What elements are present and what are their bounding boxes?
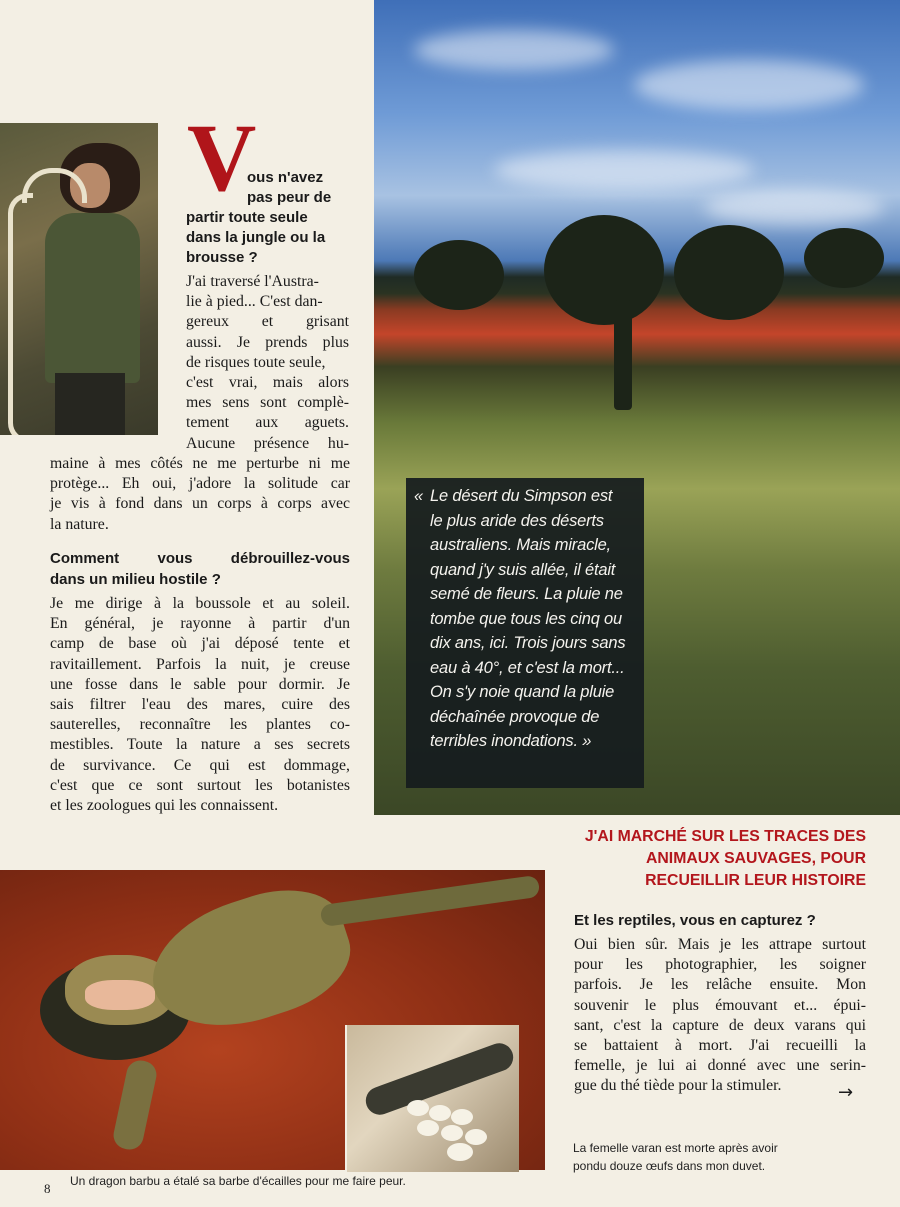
- trousers: [55, 373, 125, 435]
- text-line: c'est vrai, mais alors: [186, 374, 349, 392]
- egg: [447, 1143, 473, 1161]
- text-line: de risques toute seule,: [186, 353, 326, 371]
- egg: [407, 1100, 429, 1116]
- tree: [804, 228, 884, 288]
- quote-open-mark: «: [414, 487, 423, 505]
- text-line: je vis à fond dans un corps à corps avec: [50, 495, 350, 513]
- text-line: et les zoologues qui les connaissent.: [50, 797, 279, 815]
- cloud: [414, 30, 614, 70]
- text-line: une fosse dans le sable pour dormir. Je: [50, 675, 350, 693]
- snake: [8, 193, 33, 435]
- text-line: femelle, je lui ai donné avec une serin-: [574, 1057, 866, 1075]
- text-line: sauterelles, reconnaître les plantes co-: [50, 716, 350, 734]
- text-line: lie à pied... C'est dan-: [186, 293, 323, 311]
- question-3: Et les reptiles, vous en capturez ?: [574, 912, 816, 929]
- quote-line: semé de fleurs. La pluie ne: [430, 585, 623, 603]
- text-line: c'est que ce sont surtout les botanistes: [50, 776, 350, 794]
- question-1-line: partir toute seule: [186, 209, 308, 226]
- drop-cap: V: [187, 104, 257, 211]
- quote-line: eau à 40°, et c'est la mort...: [430, 658, 625, 677]
- text-line: de survivance. Ce qui est dommage,: [50, 756, 350, 774]
- text-line: tement aux aguets.: [186, 414, 349, 432]
- headline-line: J'AI MARCHÉ SUR LES TRACES DES: [584, 828, 866, 845]
- eggs-caption: [573, 1139, 778, 1175]
- answer-3: [574, 935, 866, 1097]
- text-line: gereux et grisant: [186, 313, 349, 331]
- answer-2: [50, 594, 350, 816]
- text-line: souvenir le plus émouvant et... épui-: [574, 996, 866, 1014]
- quote-line: australiens. Mais miracle,: [430, 536, 611, 554]
- egg: [465, 1129, 487, 1145]
- pull-quote: [406, 478, 644, 788]
- egg: [451, 1109, 473, 1125]
- text-line: pour les photographier, les soigner: [574, 956, 866, 974]
- cloud: [494, 150, 754, 190]
- quote-line: On s'y noie quand la pluie: [430, 683, 615, 701]
- shirt: [45, 213, 140, 383]
- page-number: 8: [44, 1181, 51, 1196]
- cloud: [634, 60, 864, 110]
- quote-line: Le désert du Simpson est: [430, 487, 613, 505]
- text-line: sais filtrer l'eau des mares, cuire des: [50, 696, 350, 714]
- quote-line: dix ans, ici. Trois jours sans: [430, 634, 626, 652]
- egg: [417, 1120, 439, 1136]
- dragon-mouth: [85, 980, 155, 1010]
- text-line: gue du thé tiède pour la stimuler.: [574, 1077, 782, 1095]
- caption-line: La femelle varan est morte après avoir: [573, 1141, 778, 1155]
- headline-line: RECUEILLIR LEUR HISTOIRE: [645, 872, 866, 889]
- text-line: J'ai traversé l'Austra-: [186, 273, 319, 290]
- question-1-line: brousse ?: [186, 249, 258, 266]
- answer-1-narrow: [186, 272, 349, 454]
- egg: [429, 1105, 451, 1121]
- quote-line: tombe que tous les cinq ou: [430, 609, 623, 628]
- text-line: Oui bien sûr. Mais je les attrape surtout: [574, 936, 866, 953]
- egg: [441, 1125, 463, 1141]
- text-line: En général, je rayonne à partir d'un: [50, 615, 350, 633]
- text-line: Comment vous débrouillez-vous: [50, 550, 350, 567]
- quote-line: déchaînée provoque de: [430, 707, 600, 726]
- text-line: ravitaillement. Parfois la nuit, je creuse: [50, 655, 350, 673]
- dragon-leg: [111, 1058, 159, 1152]
- headline-line: ANIMAUX SAUVAGES, POUR: [645, 850, 866, 867]
- text-line: aussi. Je prends plus: [186, 333, 349, 351]
- tree: [544, 215, 664, 325]
- text-line: protège... Eh oui, j'adore la solitude car: [50, 475, 350, 493]
- text-line: mes sens sont complè-: [186, 394, 349, 412]
- question-1-line: ous n'avez: [247, 169, 324, 186]
- text-line: camp de base où j'ai déposé tente et: [50, 635, 350, 653]
- tree: [414, 240, 504, 310]
- quote-line: le plus aride des déserts: [430, 511, 604, 530]
- continue-arrow-icon: →: [838, 1082, 854, 1103]
- text-line: se battaient à mort. J'ai recueilli la: [574, 1037, 866, 1055]
- tree: [674, 225, 784, 320]
- text-line: parfois. Je les relâche ensuite. Mon: [574, 976, 866, 994]
- question-1-line: dans la jungle ou la: [186, 229, 326, 246]
- caption-line: pondu douze œufs dans mon duvet.: [573, 1159, 766, 1173]
- quote-line: terribles inondations. »: [430, 732, 592, 750]
- section-headline: [540, 826, 866, 892]
- quote-line: quand j'y suis allée, il était: [430, 560, 616, 579]
- answer-1-continued: [50, 454, 350, 535]
- question-1-line: pas peur de: [247, 189, 332, 206]
- woman-with-snake-photo: [0, 123, 158, 435]
- text-line: dans un milieu hostile ?: [50, 570, 221, 588]
- text-line: mestibles. Toute la nature a ses secrets: [50, 736, 350, 754]
- cloud: [704, 190, 884, 225]
- monitor-eggs-photo: [345, 1025, 519, 1172]
- tree-trunk: [614, 300, 632, 410]
- text-line: sant, c'est la capture de deux varans qui: [574, 1016, 866, 1034]
- question-2: [50, 549, 350, 590]
- text-line: maine à mes côtés ne me perturbe ni me: [50, 455, 350, 472]
- text-line: la nature.: [50, 515, 109, 533]
- text-line: Aucune présence hu-: [186, 434, 349, 452]
- dragon-tail: [320, 875, 541, 927]
- text-line: Je me dirige à la boussole et au soleil.: [50, 595, 350, 612]
- lizard-caption: Un dragon barbu a étalé sa barbe d'écailles pour me faire peur.: [70, 1174, 406, 1188]
